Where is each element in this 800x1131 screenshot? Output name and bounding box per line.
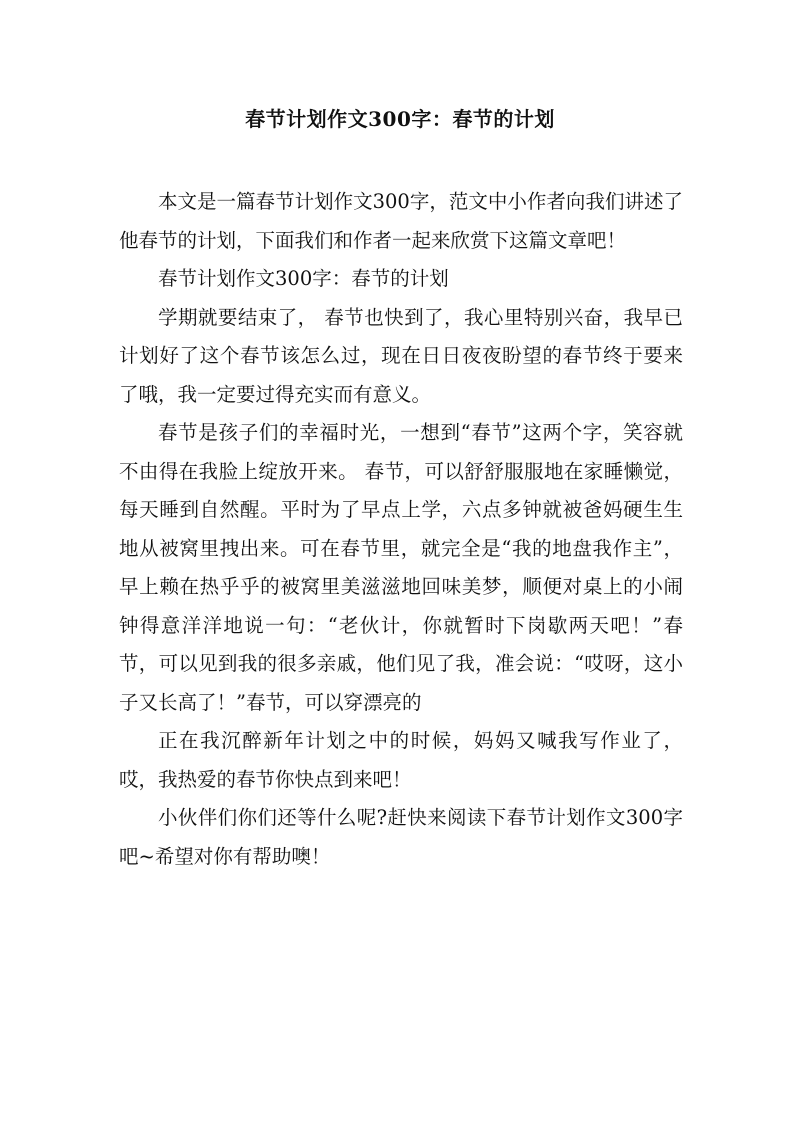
closing-paragraph: 小伙伴们你们还等什么呢?赶快来阅读下春节计划作文300字吧~希望对你有帮助噢！ bbox=[119, 806, 683, 868]
body-paragraph: 学期就要结束了， 春节也快到了，我心里特别兴奋，我早已计划好了这个春节该怎么过，现在日日夜夜盼望的春节终于要来了哦，我一定要过得充实而有意义。 bbox=[119, 305, 683, 406]
document-title: 春节计划作文300字：春节的计划 bbox=[245, 107, 555, 131]
body-paragraph: 春节是孩子们的幸福时光，一想到“春节”这两个字，笑容就不由得在我脸上绽放开来。 春节，可以舒舒服服地在家睡懒觉，每天睡到自然醒。平时为了早点上学，六点多钟就被爸妈硬生生地从被窝里拽出来。可在春节里，就完全是“我的地盘我作主”，早上赖在热乎乎的被窝里美滋滋地回味美梦，顺便对桌上的小闹钟得意洋洋地说一句：“老伙计，你就暂时下岗歇两天吧！”春节，可以见到我的很多亲戚，他们见了我，准会说：“哎呀，这小子又长高了！”春节，可以穿漂亮的 bbox=[119, 421, 683, 714]
body-paragraph: 正在我沉醉新年计划之中的时候，妈妈又喊我写作业了，哎，我热爱的春节你快点到来吧！ bbox=[119, 729, 683, 791]
intro-paragraph: 本文是一篇春节计划作文300字，范文中小作者向我们讲述了他春节的计划，下面我们和作者一起来欣赏下这篇文章吧！ bbox=[119, 190, 683, 252]
subtitle-paragraph: 春节计划作文300字：春节的计划 bbox=[158, 267, 449, 290]
document-body bbox=[119, 183, 683, 876]
